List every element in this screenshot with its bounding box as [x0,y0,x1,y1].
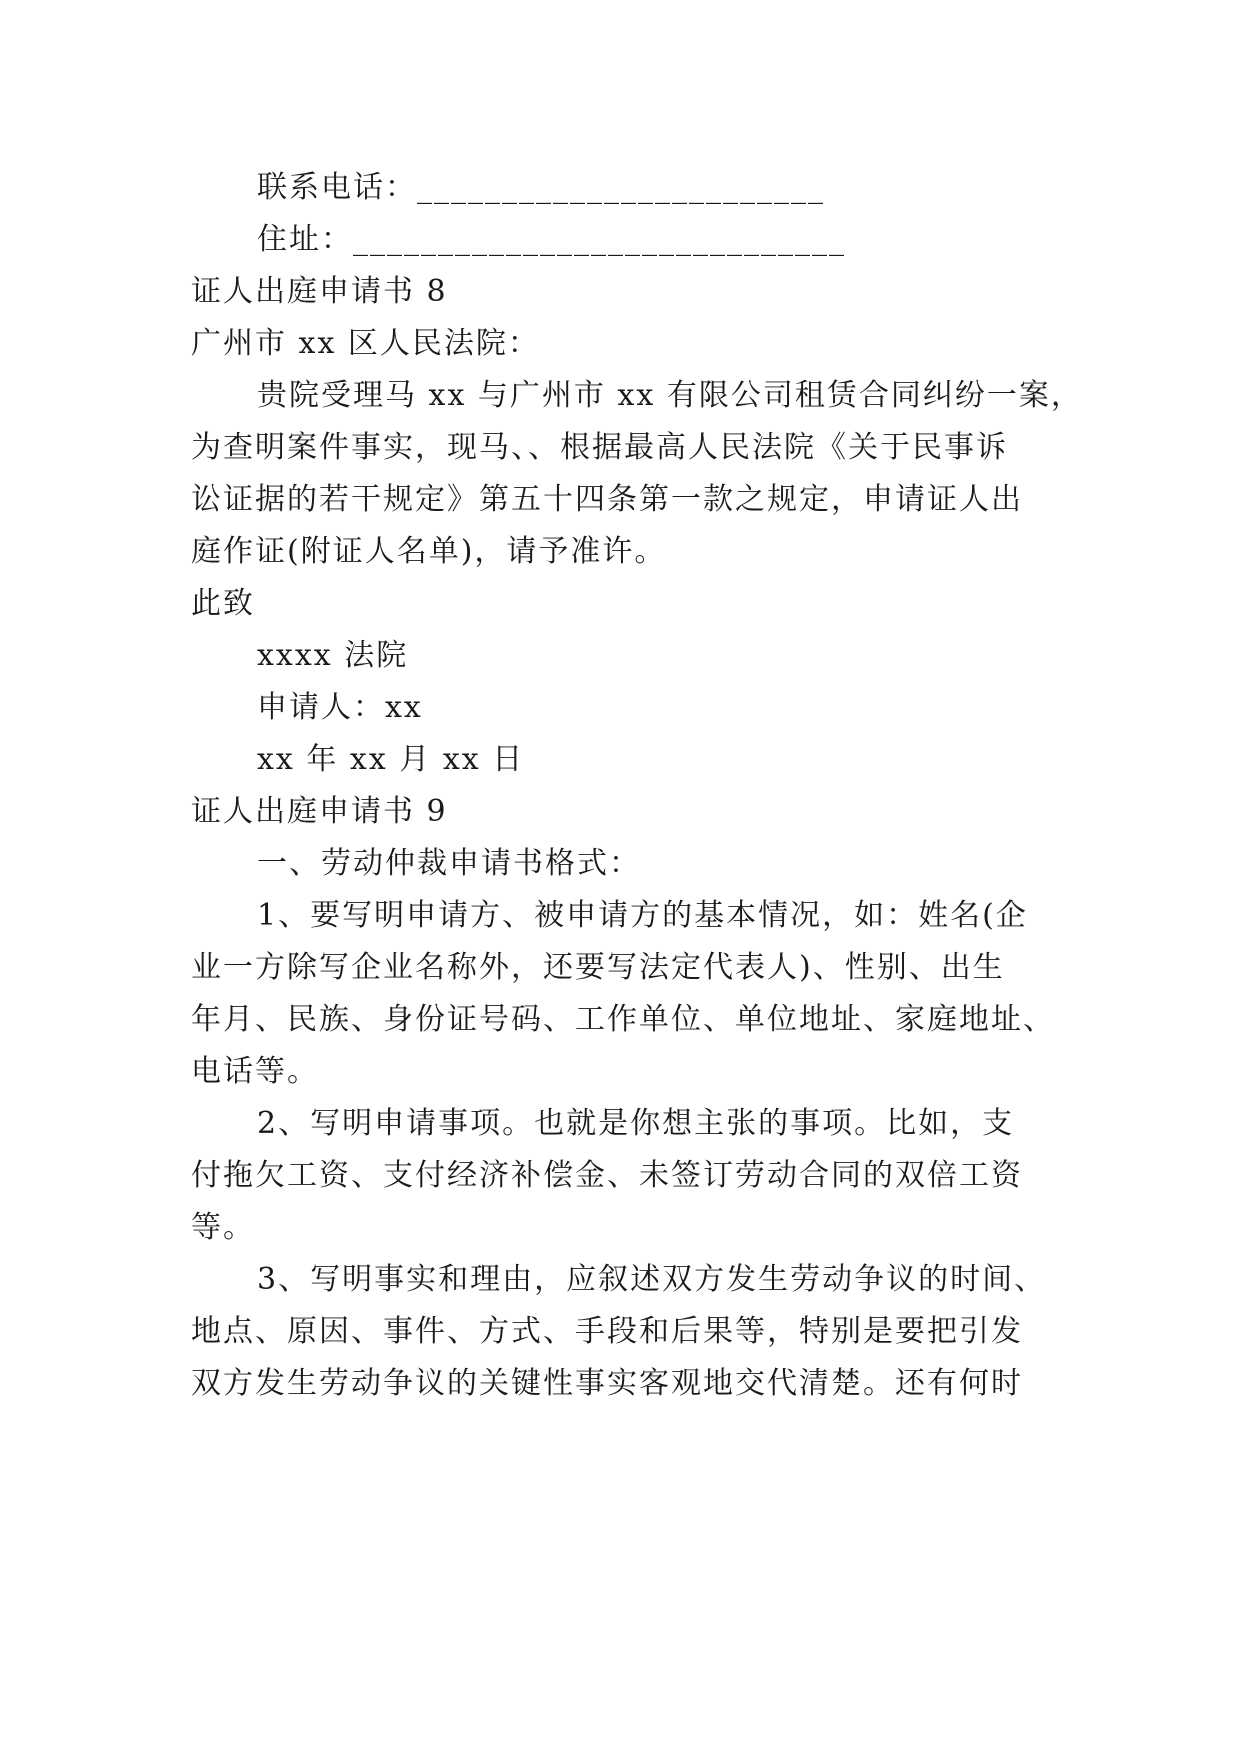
item3-line: 3、写明事实和理由，应叙述双方发生劳动争议的时间、 [257,1262,1047,1297]
item3-line: 地点、原因、事件、方式、手段和后果等，特别是要把引发 [191,1314,1023,1349]
phone-label: 联系电话： [257,170,417,205]
phone-blank: ________________________ [417,170,825,205]
item1-line: 电话等。 [191,1054,319,1089]
item1-line: 年月、民族、身份证号码、工作单位、单位地址、家庭地址、 [191,1002,1055,1037]
address-line [257,220,846,260]
address-blank: _____________________________ [353,222,846,257]
section9-title: 证人出庭申请书 9 [191,794,448,829]
section8-recipient: xxxx 法院 [257,638,409,673]
section8-body-line: 讼证据的若干规定》第五十四条第一款之规定，申请证人出 [191,482,1023,517]
section8-applicant: 申请人：xx [257,690,423,725]
item3-line: 双方发生劳动争议的关键性事实客观地交代清楚。还有何时 [191,1366,1023,1401]
section8-body-line: 为查明案件事实，现马、、根据最高人民法院《关于民事诉 [191,430,1008,465]
item2-line: 付拖欠工资、支付经济补偿金、未签订劳动合同的双倍工资 [191,1158,1023,1193]
section9-heading: 一、劳动仲裁申请书格式： [257,846,641,881]
address-label: 住址： [257,222,353,257]
section8-date: xx 年 xx 月 xx 日 [257,742,525,777]
item1-line: 1、要写明申请方、被申请方的基本情况，如：姓名(企 [257,898,1028,933]
section8-addressee: 广州市 xx 区人民法院： [191,326,540,361]
section8-body-line: 贵院受理马 xx 与广州市 xx 有限公司租赁合同纠纷一案， [257,378,1083,413]
item2-line: 等。 [191,1210,255,1245]
phone-line [257,168,825,208]
section8-closing: 此致 [191,586,255,621]
section8-title: 证人出庭申请书 8 [191,274,448,309]
section8-body-line: 庭作证(附证人名单)，请予准许。 [191,534,667,569]
item1-line: 业一方除写企业名称外，还要写法定代表人)、性别、出生 [191,950,1005,985]
item2-line: 2、写明申请事项。也就是你想主张的事项。比如，支 [257,1106,1015,1141]
